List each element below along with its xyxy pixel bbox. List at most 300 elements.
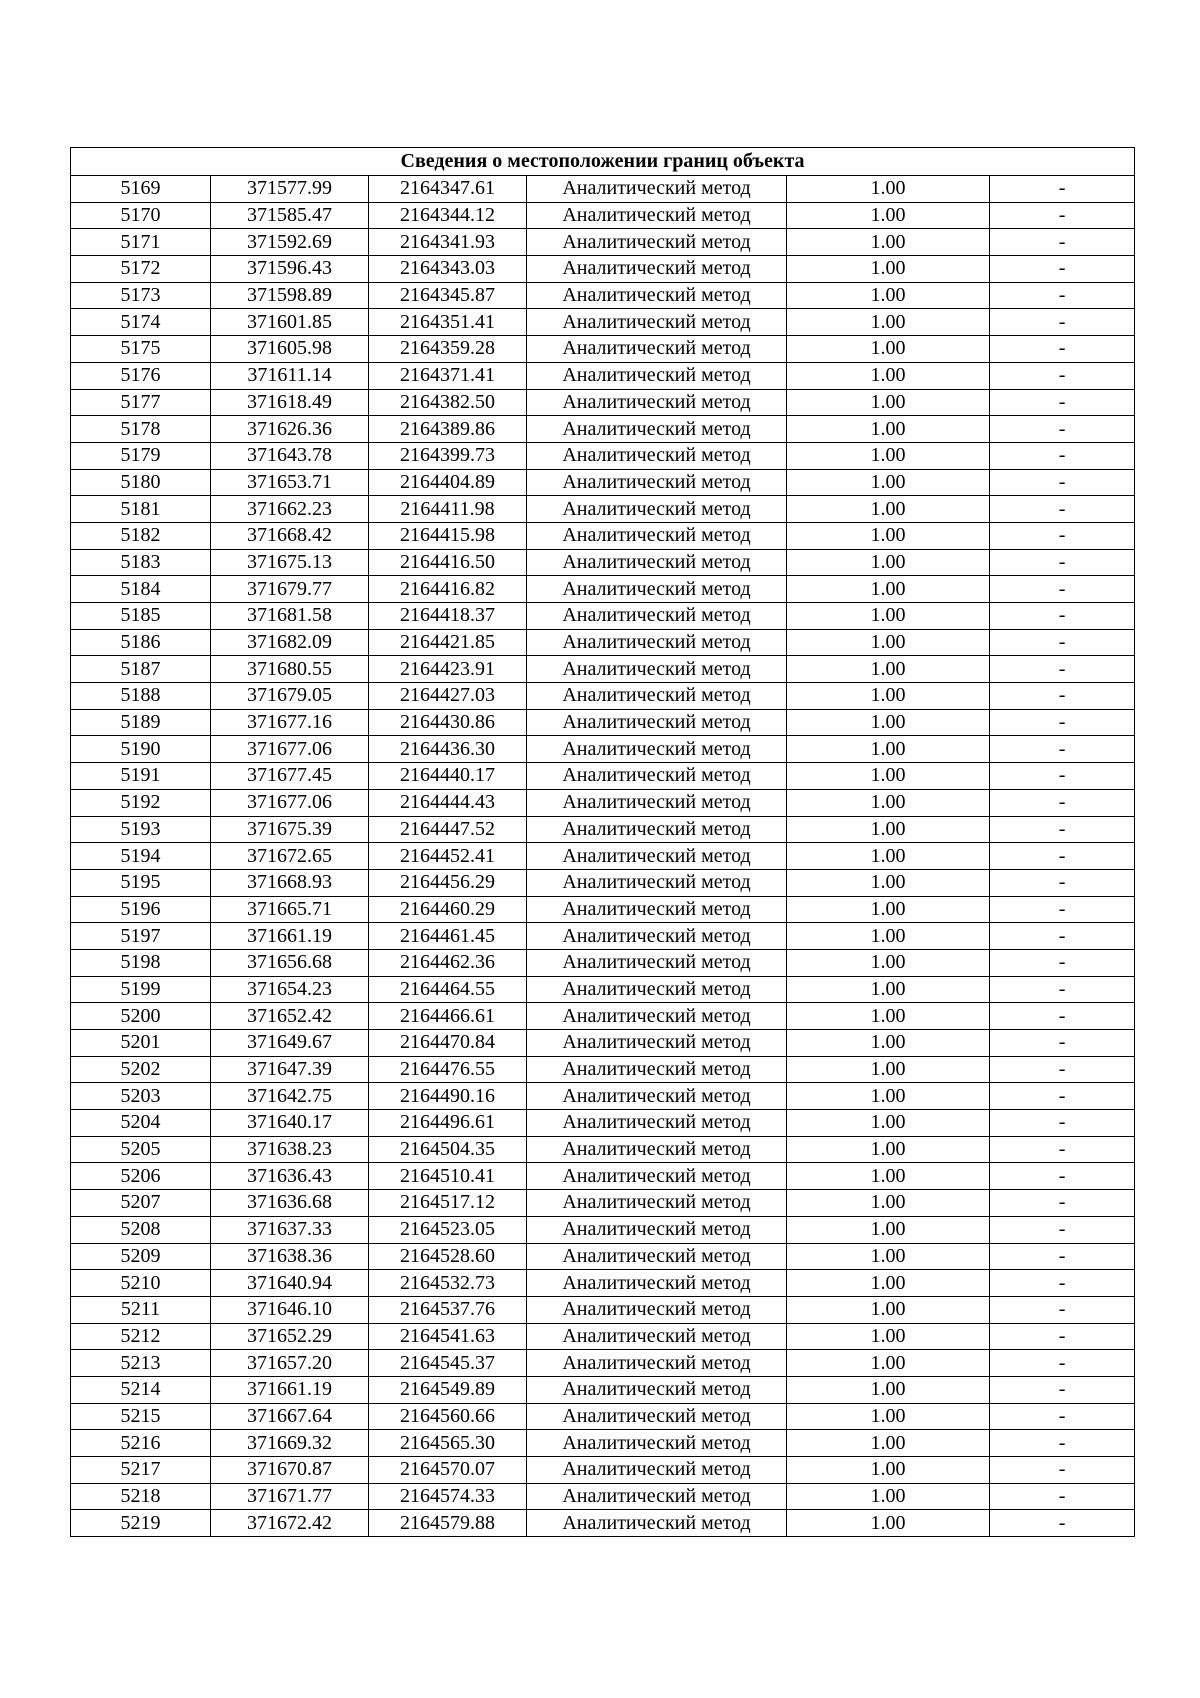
table-row bbox=[71, 1030, 1135, 1057]
description-cell: - bbox=[990, 256, 1135, 283]
y-coordinate-cell: 2164359.28 bbox=[369, 336, 527, 363]
method-cell: Аналитический метод bbox=[527, 282, 787, 309]
method-cell: Аналитический метод bbox=[527, 1083, 787, 1110]
point-number-cell: 5200 bbox=[71, 1003, 211, 1030]
description-cell: - bbox=[990, 389, 1135, 416]
method-cell: Аналитический метод bbox=[527, 1296, 787, 1323]
accuracy-cell: 1.00 bbox=[787, 309, 990, 336]
table-row bbox=[71, 603, 1135, 630]
accuracy-cell: 1.00 bbox=[787, 1030, 990, 1057]
description-cell: - bbox=[990, 496, 1135, 523]
accuracy-cell: 1.00 bbox=[787, 709, 990, 736]
description-cell: - bbox=[990, 1190, 1135, 1217]
description-cell: - bbox=[990, 1430, 1135, 1457]
table-row bbox=[71, 1376, 1135, 1403]
accuracy-cell: 1.00 bbox=[787, 869, 990, 896]
point-number-cell: 5218 bbox=[71, 1483, 211, 1510]
description-cell: - bbox=[990, 282, 1135, 309]
table-row bbox=[71, 1163, 1135, 1190]
accuracy-cell: 1.00 bbox=[787, 1457, 990, 1484]
method-cell: Аналитический метод bbox=[527, 896, 787, 923]
description-cell: - bbox=[990, 976, 1135, 1003]
accuracy-cell: 1.00 bbox=[787, 1163, 990, 1190]
table-row bbox=[71, 336, 1135, 363]
y-coordinate-cell: 2164415.98 bbox=[369, 522, 527, 549]
point-number-cell: 5178 bbox=[71, 416, 211, 443]
description-cell: - bbox=[990, 1376, 1135, 1403]
y-coordinate-cell: 2164464.55 bbox=[369, 976, 527, 1003]
point-number-cell: 5203 bbox=[71, 1083, 211, 1110]
y-coordinate-cell: 2164447.52 bbox=[369, 816, 527, 843]
x-coordinate-cell: 371640.17 bbox=[211, 1110, 369, 1137]
method-cell: Аналитический метод bbox=[527, 229, 787, 256]
table-title: Сведения о местоположении границ объекта bbox=[71, 148, 1135, 176]
method-cell: Аналитический метод bbox=[527, 976, 787, 1003]
accuracy-cell: 1.00 bbox=[787, 576, 990, 603]
y-coordinate-cell: 2164541.63 bbox=[369, 1323, 527, 1350]
point-number-cell: 5211 bbox=[71, 1296, 211, 1323]
point-number-cell: 5205 bbox=[71, 1136, 211, 1163]
y-coordinate-cell: 2164462.36 bbox=[369, 949, 527, 976]
point-number-cell: 5173 bbox=[71, 282, 211, 309]
method-cell: Аналитический метод bbox=[527, 442, 787, 469]
point-number-cell: 5206 bbox=[71, 1163, 211, 1190]
method-cell: Аналитический метод bbox=[527, 389, 787, 416]
x-coordinate-cell: 371669.32 bbox=[211, 1430, 369, 1457]
table-row bbox=[71, 576, 1135, 603]
table-row bbox=[71, 1483, 1135, 1510]
point-number-cell: 5197 bbox=[71, 923, 211, 950]
description-cell: - bbox=[990, 656, 1135, 683]
description-cell: - bbox=[990, 816, 1135, 843]
method-cell: Аналитический метод bbox=[527, 309, 787, 336]
x-coordinate-cell: 371618.49 bbox=[211, 389, 369, 416]
method-cell: Аналитический метод bbox=[527, 683, 787, 710]
y-coordinate-cell: 2164579.88 bbox=[369, 1510, 527, 1537]
y-coordinate-cell: 2164528.60 bbox=[369, 1243, 527, 1270]
accuracy-cell: 1.00 bbox=[787, 1243, 990, 1270]
description-cell: - bbox=[990, 736, 1135, 763]
point-number-cell: 5194 bbox=[71, 843, 211, 870]
table-row bbox=[71, 1510, 1135, 1537]
point-number-cell: 5182 bbox=[71, 522, 211, 549]
method-cell: Аналитический метод bbox=[527, 1376, 787, 1403]
x-coordinate-cell: 371661.19 bbox=[211, 923, 369, 950]
description-cell: - bbox=[990, 1350, 1135, 1377]
table-row bbox=[71, 522, 1135, 549]
table-row bbox=[71, 469, 1135, 496]
x-coordinate-cell: 371662.23 bbox=[211, 496, 369, 523]
y-coordinate-cell: 2164476.55 bbox=[369, 1056, 527, 1083]
accuracy-cell: 1.00 bbox=[787, 1483, 990, 1510]
y-coordinate-cell: 2164371.41 bbox=[369, 362, 527, 389]
y-coordinate-cell: 2164545.37 bbox=[369, 1350, 527, 1377]
x-coordinate-cell: 371652.29 bbox=[211, 1323, 369, 1350]
description-cell: - bbox=[990, 763, 1135, 790]
method-cell: Аналитический метод bbox=[527, 1430, 787, 1457]
boundary-coordinates-table bbox=[70, 147, 1135, 1537]
table-row bbox=[71, 1457, 1135, 1484]
point-number-cell: 5175 bbox=[71, 336, 211, 363]
accuracy-cell: 1.00 bbox=[787, 1056, 990, 1083]
x-coordinate-cell: 371675.39 bbox=[211, 816, 369, 843]
table-row bbox=[71, 416, 1135, 443]
point-number-cell: 5179 bbox=[71, 442, 211, 469]
point-number-cell: 5214 bbox=[71, 1376, 211, 1403]
point-number-cell: 5191 bbox=[71, 763, 211, 790]
x-coordinate-cell: 371654.23 bbox=[211, 976, 369, 1003]
method-cell: Аналитический метод bbox=[527, 923, 787, 950]
description-cell: - bbox=[990, 336, 1135, 363]
table-row bbox=[71, 1083, 1135, 1110]
x-coordinate-cell: 371601.85 bbox=[211, 309, 369, 336]
accuracy-cell: 1.00 bbox=[787, 522, 990, 549]
method-cell: Аналитический метод bbox=[527, 763, 787, 790]
table-row bbox=[71, 1430, 1135, 1457]
x-coordinate-cell: 371596.43 bbox=[211, 256, 369, 283]
method-cell: Аналитический метод bbox=[527, 1030, 787, 1057]
y-coordinate-cell: 2164351.41 bbox=[369, 309, 527, 336]
method-cell: Аналитический метод bbox=[527, 336, 787, 363]
method-cell: Аналитический метод bbox=[527, 1270, 787, 1297]
method-cell: Аналитический метод bbox=[527, 869, 787, 896]
accuracy-cell: 1.00 bbox=[787, 389, 990, 416]
y-coordinate-cell: 2164421.85 bbox=[369, 629, 527, 656]
point-number-cell: 5212 bbox=[71, 1323, 211, 1350]
method-cell: Аналитический метод bbox=[527, 1350, 787, 1377]
y-coordinate-cell: 2164382.50 bbox=[369, 389, 527, 416]
point-number-cell: 5196 bbox=[71, 896, 211, 923]
x-coordinate-cell: 371638.23 bbox=[211, 1136, 369, 1163]
method-cell: Аналитический метод bbox=[527, 362, 787, 389]
table-row bbox=[71, 1216, 1135, 1243]
method-cell: Аналитический метод bbox=[527, 522, 787, 549]
y-coordinate-cell: 2164411.98 bbox=[369, 496, 527, 523]
method-cell: Аналитический метод bbox=[527, 576, 787, 603]
accuracy-cell: 1.00 bbox=[787, 1323, 990, 1350]
point-number-cell: 5170 bbox=[71, 202, 211, 229]
description-cell: - bbox=[990, 202, 1135, 229]
table-row bbox=[71, 656, 1135, 683]
method-cell: Аналитический метод bbox=[527, 1056, 787, 1083]
x-coordinate-cell: 371585.47 bbox=[211, 202, 369, 229]
description-cell: - bbox=[990, 549, 1135, 576]
method-cell: Аналитический метод bbox=[527, 816, 787, 843]
y-coordinate-cell: 2164423.91 bbox=[369, 656, 527, 683]
x-coordinate-cell: 371636.68 bbox=[211, 1190, 369, 1217]
x-coordinate-cell: 371677.06 bbox=[211, 789, 369, 816]
point-number-cell: 5184 bbox=[71, 576, 211, 603]
table-row bbox=[71, 923, 1135, 950]
y-coordinate-cell: 2164436.30 bbox=[369, 736, 527, 763]
x-coordinate-cell: 371626.36 bbox=[211, 416, 369, 443]
x-coordinate-cell: 371679.05 bbox=[211, 683, 369, 710]
method-cell: Аналитический метод bbox=[527, 843, 787, 870]
description-cell: - bbox=[990, 1083, 1135, 1110]
x-coordinate-cell: 371643.78 bbox=[211, 442, 369, 469]
method-cell: Аналитический метод bbox=[527, 656, 787, 683]
accuracy-cell: 1.00 bbox=[787, 1216, 990, 1243]
table-row bbox=[71, 389, 1135, 416]
accuracy-cell: 1.00 bbox=[787, 416, 990, 443]
point-number-cell: 5181 bbox=[71, 496, 211, 523]
accuracy-cell: 1.00 bbox=[787, 656, 990, 683]
table-row bbox=[71, 202, 1135, 229]
accuracy-cell: 1.00 bbox=[787, 976, 990, 1003]
point-number-cell: 5172 bbox=[71, 256, 211, 283]
y-coordinate-cell: 2164523.05 bbox=[369, 1216, 527, 1243]
point-number-cell: 5174 bbox=[71, 309, 211, 336]
accuracy-cell: 1.00 bbox=[787, 736, 990, 763]
description-cell: - bbox=[990, 709, 1135, 736]
point-number-cell: 5207 bbox=[71, 1190, 211, 1217]
accuracy-cell: 1.00 bbox=[787, 336, 990, 363]
point-number-cell: 5219 bbox=[71, 1510, 211, 1537]
table-row bbox=[71, 1323, 1135, 1350]
x-coordinate-cell: 371642.75 bbox=[211, 1083, 369, 1110]
point-number-cell: 5180 bbox=[71, 469, 211, 496]
method-cell: Аналитический метод bbox=[527, 1003, 787, 1030]
point-number-cell: 5202 bbox=[71, 1056, 211, 1083]
accuracy-cell: 1.00 bbox=[787, 1190, 990, 1217]
description-cell: - bbox=[990, 789, 1135, 816]
y-coordinate-cell: 2164461.45 bbox=[369, 923, 527, 950]
description-cell: - bbox=[990, 1457, 1135, 1484]
description-cell: - bbox=[990, 1056, 1135, 1083]
point-number-cell: 5177 bbox=[71, 389, 211, 416]
point-number-cell: 5215 bbox=[71, 1403, 211, 1430]
x-coordinate-cell: 371646.10 bbox=[211, 1296, 369, 1323]
y-coordinate-cell: 2164427.03 bbox=[369, 683, 527, 710]
x-coordinate-cell: 371682.09 bbox=[211, 629, 369, 656]
table-row bbox=[71, 549, 1135, 576]
x-coordinate-cell: 371677.45 bbox=[211, 763, 369, 790]
description-cell: - bbox=[990, 1003, 1135, 1030]
table-title-row bbox=[71, 148, 1135, 176]
point-number-cell: 5183 bbox=[71, 549, 211, 576]
x-coordinate-cell: 371661.19 bbox=[211, 1376, 369, 1403]
point-number-cell: 5171 bbox=[71, 229, 211, 256]
accuracy-cell: 1.00 bbox=[787, 1270, 990, 1297]
description-cell: - bbox=[990, 362, 1135, 389]
table-row bbox=[71, 629, 1135, 656]
table-row bbox=[71, 1110, 1135, 1137]
table-row bbox=[71, 763, 1135, 790]
y-coordinate-cell: 2164574.33 bbox=[369, 1483, 527, 1510]
x-coordinate-cell: 371679.77 bbox=[211, 576, 369, 603]
method-cell: Аналитический метод bbox=[527, 1483, 787, 1510]
table-body bbox=[71, 176, 1135, 1537]
accuracy-cell: 1.00 bbox=[787, 282, 990, 309]
table-row bbox=[71, 1136, 1135, 1163]
accuracy-cell: 1.00 bbox=[787, 1376, 990, 1403]
table-row bbox=[71, 709, 1135, 736]
point-number-cell: 5213 bbox=[71, 1350, 211, 1377]
y-coordinate-cell: 2164341.93 bbox=[369, 229, 527, 256]
x-coordinate-cell: 371671.77 bbox=[211, 1483, 369, 1510]
x-coordinate-cell: 371638.36 bbox=[211, 1243, 369, 1270]
method-cell: Аналитический метод bbox=[527, 736, 787, 763]
y-coordinate-cell: 2164343.03 bbox=[369, 256, 527, 283]
point-number-cell: 5186 bbox=[71, 629, 211, 656]
description-cell: - bbox=[990, 1030, 1135, 1057]
description-cell: - bbox=[990, 949, 1135, 976]
description-cell: - bbox=[990, 176, 1135, 203]
description-cell: - bbox=[990, 629, 1135, 656]
method-cell: Аналитический метод bbox=[527, 496, 787, 523]
x-coordinate-cell: 371637.33 bbox=[211, 1216, 369, 1243]
point-number-cell: 5169 bbox=[71, 176, 211, 203]
method-cell: Аналитический метод bbox=[527, 256, 787, 283]
y-coordinate-cell: 2164416.82 bbox=[369, 576, 527, 603]
x-coordinate-cell: 371675.13 bbox=[211, 549, 369, 576]
x-coordinate-cell: 371672.42 bbox=[211, 1510, 369, 1537]
table-row bbox=[71, 1243, 1135, 1270]
table-row bbox=[71, 1296, 1135, 1323]
description-cell: - bbox=[990, 603, 1135, 630]
accuracy-cell: 1.00 bbox=[787, 229, 990, 256]
x-coordinate-cell: 371680.55 bbox=[211, 656, 369, 683]
accuracy-cell: 1.00 bbox=[787, 816, 990, 843]
point-number-cell: 5204 bbox=[71, 1110, 211, 1137]
method-cell: Аналитический метод bbox=[527, 1190, 787, 1217]
accuracy-cell: 1.00 bbox=[787, 202, 990, 229]
point-number-cell: 5193 bbox=[71, 816, 211, 843]
table-row bbox=[71, 229, 1135, 256]
method-cell: Аналитический метод bbox=[527, 1136, 787, 1163]
method-cell: Аналитический метод bbox=[527, 1163, 787, 1190]
method-cell: Аналитический метод bbox=[527, 549, 787, 576]
x-coordinate-cell: 371667.64 bbox=[211, 1403, 369, 1430]
point-number-cell: 5210 bbox=[71, 1270, 211, 1297]
method-cell: Аналитический метод bbox=[527, 1510, 787, 1537]
method-cell: Аналитический метод bbox=[527, 202, 787, 229]
table-row bbox=[71, 1403, 1135, 1430]
table-row bbox=[71, 1190, 1135, 1217]
description-cell: - bbox=[990, 442, 1135, 469]
method-cell: Аналитический метод bbox=[527, 416, 787, 443]
table-row bbox=[71, 176, 1135, 203]
table-row bbox=[71, 282, 1135, 309]
accuracy-cell: 1.00 bbox=[787, 256, 990, 283]
accuracy-cell: 1.00 bbox=[787, 763, 990, 790]
x-coordinate-cell: 371598.89 bbox=[211, 282, 369, 309]
x-coordinate-cell: 371592.69 bbox=[211, 229, 369, 256]
point-number-cell: 5185 bbox=[71, 603, 211, 630]
y-coordinate-cell: 2164399.73 bbox=[369, 442, 527, 469]
table-row bbox=[71, 683, 1135, 710]
accuracy-cell: 1.00 bbox=[787, 176, 990, 203]
x-coordinate-cell: 371652.42 bbox=[211, 1003, 369, 1030]
point-number-cell: 5198 bbox=[71, 949, 211, 976]
description-cell: - bbox=[990, 309, 1135, 336]
y-coordinate-cell: 2164532.73 bbox=[369, 1270, 527, 1297]
x-coordinate-cell: 371657.20 bbox=[211, 1350, 369, 1377]
description-cell: - bbox=[990, 1323, 1135, 1350]
y-coordinate-cell: 2164470.84 bbox=[369, 1030, 527, 1057]
x-coordinate-cell: 371677.06 bbox=[211, 736, 369, 763]
description-cell: - bbox=[990, 469, 1135, 496]
description-cell: - bbox=[990, 923, 1135, 950]
y-coordinate-cell: 2164570.07 bbox=[369, 1457, 527, 1484]
table-row bbox=[71, 869, 1135, 896]
x-coordinate-cell: 371681.58 bbox=[211, 603, 369, 630]
table-row bbox=[71, 843, 1135, 870]
x-coordinate-cell: 371611.14 bbox=[211, 362, 369, 389]
x-coordinate-cell: 371665.71 bbox=[211, 896, 369, 923]
table-row bbox=[71, 816, 1135, 843]
x-coordinate-cell: 371670.87 bbox=[211, 1457, 369, 1484]
y-coordinate-cell: 2164456.29 bbox=[369, 869, 527, 896]
method-cell: Аналитический метод bbox=[527, 709, 787, 736]
table-row bbox=[71, 896, 1135, 923]
point-number-cell: 5187 bbox=[71, 656, 211, 683]
accuracy-cell: 1.00 bbox=[787, 949, 990, 976]
table-row bbox=[71, 1003, 1135, 1030]
description-cell: - bbox=[990, 1216, 1135, 1243]
accuracy-cell: 1.00 bbox=[787, 442, 990, 469]
accuracy-cell: 1.00 bbox=[787, 629, 990, 656]
point-number-cell: 5199 bbox=[71, 976, 211, 1003]
y-coordinate-cell: 2164404.89 bbox=[369, 469, 527, 496]
table-row bbox=[71, 1350, 1135, 1377]
description-cell: - bbox=[990, 1136, 1135, 1163]
description-cell: - bbox=[990, 683, 1135, 710]
method-cell: Аналитический метод bbox=[527, 1110, 787, 1137]
method-cell: Аналитический метод bbox=[527, 789, 787, 816]
point-number-cell: 5216 bbox=[71, 1430, 211, 1457]
method-cell: Аналитический метод bbox=[527, 1216, 787, 1243]
y-coordinate-cell: 2164430.86 bbox=[369, 709, 527, 736]
x-coordinate-cell: 371668.93 bbox=[211, 869, 369, 896]
point-number-cell: 5209 bbox=[71, 1243, 211, 1270]
point-number-cell: 5190 bbox=[71, 736, 211, 763]
x-coordinate-cell: 371656.68 bbox=[211, 949, 369, 976]
y-coordinate-cell: 2164344.12 bbox=[369, 202, 527, 229]
accuracy-cell: 1.00 bbox=[787, 1403, 990, 1430]
accuracy-cell: 1.00 bbox=[787, 1296, 990, 1323]
method-cell: Аналитический метод bbox=[527, 949, 787, 976]
x-coordinate-cell: 371647.39 bbox=[211, 1056, 369, 1083]
point-number-cell: 5217 bbox=[71, 1457, 211, 1484]
y-coordinate-cell: 2164466.61 bbox=[369, 1003, 527, 1030]
description-cell: - bbox=[990, 1403, 1135, 1430]
table-row bbox=[71, 442, 1135, 469]
y-coordinate-cell: 2164565.30 bbox=[369, 1430, 527, 1457]
method-cell: Аналитический метод bbox=[527, 603, 787, 630]
y-coordinate-cell: 2164452.41 bbox=[369, 843, 527, 870]
y-coordinate-cell: 2164510.41 bbox=[369, 1163, 527, 1190]
y-coordinate-cell: 2164490.16 bbox=[369, 1083, 527, 1110]
accuracy-cell: 1.00 bbox=[787, 1110, 990, 1137]
accuracy-cell: 1.00 bbox=[787, 549, 990, 576]
method-cell: Аналитический метод bbox=[527, 469, 787, 496]
y-coordinate-cell: 2164389.86 bbox=[369, 416, 527, 443]
y-coordinate-cell: 2164460.29 bbox=[369, 896, 527, 923]
accuracy-cell: 1.00 bbox=[787, 923, 990, 950]
description-cell: - bbox=[990, 576, 1135, 603]
y-coordinate-cell: 2164416.50 bbox=[369, 549, 527, 576]
description-cell: - bbox=[990, 1243, 1135, 1270]
table-row bbox=[71, 362, 1135, 389]
description-cell: - bbox=[990, 1296, 1135, 1323]
description-cell: - bbox=[990, 1163, 1135, 1190]
accuracy-cell: 1.00 bbox=[787, 789, 990, 816]
accuracy-cell: 1.00 bbox=[787, 1510, 990, 1537]
point-number-cell: 5192 bbox=[71, 789, 211, 816]
y-coordinate-cell: 2164347.61 bbox=[369, 176, 527, 203]
accuracy-cell: 1.00 bbox=[787, 896, 990, 923]
